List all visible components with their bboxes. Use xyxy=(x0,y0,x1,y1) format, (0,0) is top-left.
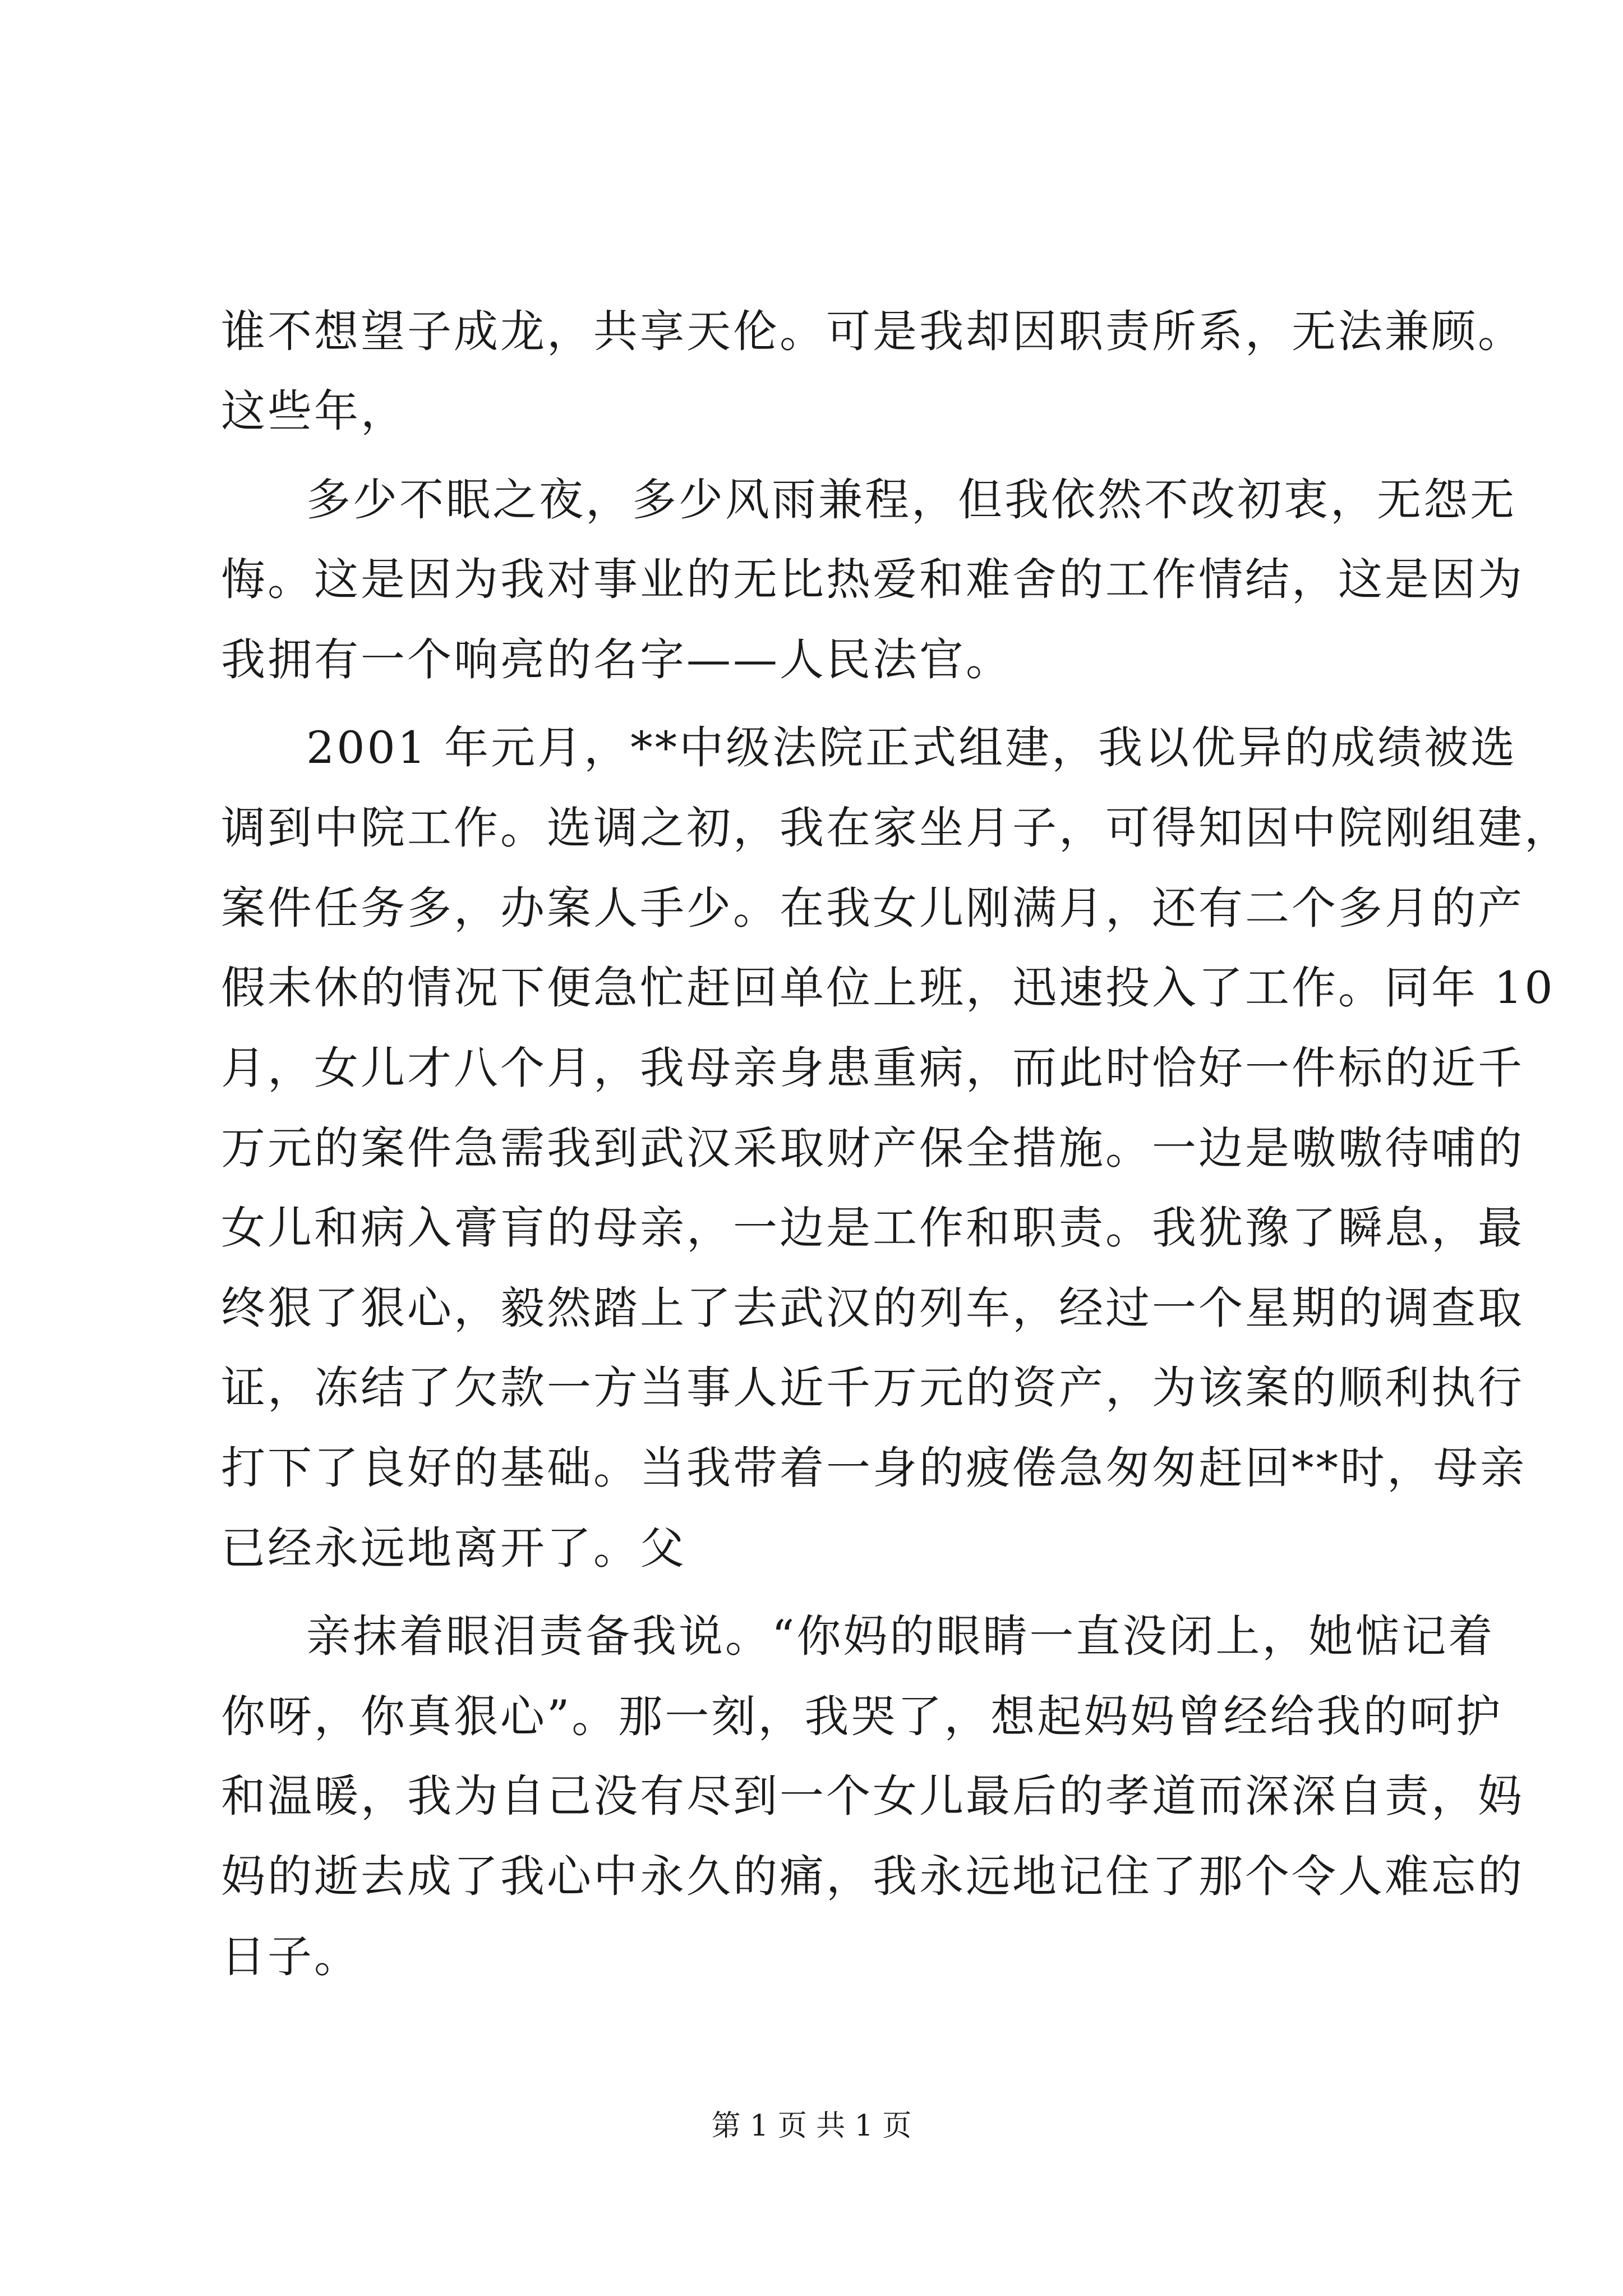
text-line: 这些年， xyxy=(221,385,407,437)
page-number-footer: 第 1 页 共 1 页 xyxy=(711,2109,912,2143)
text-line: 万元的案件急需我到武汉采取财产保全措施。一边是嗷嗷待哺的 xyxy=(221,1122,1524,1174)
text-line: 打下了良好的基础。当我带着一身的疲倦急匆匆赶回**时，母亲 xyxy=(221,1442,1527,1494)
text-line: 证，冻结了欠款一方当事人近千万元的资产，为该案的顺利执行 xyxy=(221,1362,1524,1414)
text-line: 女儿和病入膏肓的母亲，一边是工作和职责。我犹豫了瞬息，最 xyxy=(221,1202,1524,1254)
text-line: 调到中院工作。选调之初，我在家坐月子，可得知因中院刚组建， xyxy=(221,802,1571,854)
text-line: 日子。 xyxy=(221,1931,361,1982)
text-line: 2001 年元月，**中级法院正式组建，我以优异的成绩被选 xyxy=(306,722,1518,774)
text-line: 悔。这是因为我对事业的无比热爱和难舍的工作情结，这是因为 xyxy=(221,554,1524,605)
text-line: 案件任务多，办案人手少。在我女儿刚满月，还有二个多月的产 xyxy=(221,882,1524,934)
text-line: 终狠了狠心，毅然踏上了去武汉的列车，经过一个星期的调查取 xyxy=(221,1282,1524,1334)
text-line: 谁不想望子成龙，共享天伦。可是我却因职责所系，无法兼顾。 xyxy=(221,306,1524,357)
text-line: 月，女儿才八个月，我母亲身患重病，而此时恰好一件标的近千 xyxy=(221,1042,1524,1094)
text-line: 我拥有一个响亮的名字——人民法官。 xyxy=(221,634,1012,685)
text-line: 已经永远地离开了。父 xyxy=(221,1522,686,1574)
text-line: 亲抹着眼泪责备我说。“你妈的眼睛一直没闭上，她惦记着 xyxy=(306,1611,1495,1662)
text-line: 你呀，你真狠心”。那一刻，我哭了，想起妈妈曾经给我的呵护 xyxy=(221,1691,1503,1742)
text-line: 假未休的情况下便急忙赶回单位上班，迅速投入了工作。同年 10 xyxy=(221,962,1555,1014)
text-line: 妈的逝去成了我心中永久的痛，我永远地记住了那个令人难忘的 xyxy=(221,1851,1524,1902)
text-line: 多少不眠之夜，多少风雨兼程，但我依然不改初衷，无怨无 xyxy=(306,474,1516,526)
text-line: 和温暖，我为自己没有尽到一个女儿最后的孝道而深深自责，妈 xyxy=(221,1770,1524,1822)
